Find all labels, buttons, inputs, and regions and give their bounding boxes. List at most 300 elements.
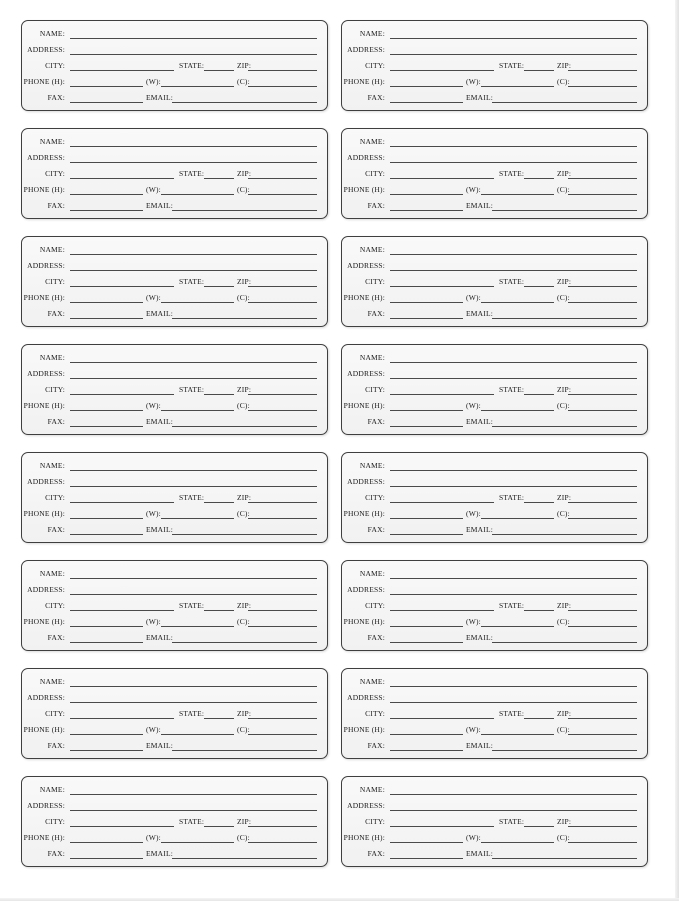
name-line[interactable]	[70, 578, 317, 579]
zip-line[interactable]	[248, 826, 317, 827]
state-line[interactable]	[204, 502, 234, 503]
address-row	[22, 583, 327, 597]
fax-row	[22, 739, 327, 753]
city-line[interactable]	[390, 178, 494, 179]
fax-line[interactable]	[70, 858, 143, 859]
phone-row	[342, 831, 647, 845]
phone-cell-line[interactable]	[248, 734, 317, 735]
email-line[interactable]	[492, 426, 637, 427]
zip-label: ZIP:	[557, 709, 572, 718]
name-row	[342, 27, 647, 41]
fax-line[interactable]	[70, 210, 143, 211]
phone-work-label: (W):	[146, 617, 161, 626]
phone-home-label: PHONE (H):	[343, 617, 385, 626]
city-line[interactable]	[390, 826, 494, 827]
phone-cell-label: (C):	[237, 185, 250, 194]
phone-cell-line[interactable]	[248, 410, 317, 411]
name-row	[22, 567, 327, 581]
fax-row	[22, 523, 327, 537]
address-label: ADDRESS:	[27, 369, 65, 378]
state-line[interactable]	[524, 394, 554, 395]
phone-cell-label: (C):	[557, 401, 570, 410]
city-label: CITY:	[365, 61, 385, 70]
phone-home-line[interactable]	[390, 194, 463, 195]
fax-row	[342, 415, 647, 429]
phone-row	[22, 507, 327, 521]
name-row	[22, 27, 327, 41]
phone-cell-line[interactable]	[248, 194, 317, 195]
email-line[interactable]	[492, 750, 637, 751]
phone-row	[342, 723, 647, 737]
zip-line[interactable]	[248, 178, 317, 179]
email-line[interactable]	[492, 534, 637, 535]
phone-work-line[interactable]	[161, 734, 234, 735]
state-line[interactable]	[204, 394, 234, 395]
state-label: STATE:	[179, 709, 205, 718]
fax-line[interactable]	[70, 318, 143, 319]
phone-row	[22, 723, 327, 737]
phone-work-line[interactable]	[481, 734, 554, 735]
phone-home-label: PHONE (H):	[343, 725, 385, 734]
address-card-2	[341, 20, 648, 111]
name-line[interactable]	[70, 38, 317, 39]
name-row	[22, 351, 327, 365]
fax-line[interactable]	[390, 642, 463, 643]
city-line[interactable]	[390, 70, 494, 71]
address-label: ADDRESS:	[347, 369, 385, 378]
fax-line[interactable]	[70, 642, 143, 643]
phone-work-line[interactable]	[161, 626, 234, 627]
zip-line[interactable]	[248, 502, 317, 503]
email-label: EMAIL:	[146, 309, 174, 318]
address-line[interactable]	[390, 810, 637, 811]
address-line[interactable]	[70, 54, 317, 55]
state-label: STATE:	[499, 817, 525, 826]
phone-home-label: PHONE (H):	[23, 401, 65, 410]
address-line[interactable]	[70, 162, 317, 163]
phone-work-label: (W):	[146, 509, 161, 518]
phone-cell-line[interactable]	[248, 842, 317, 843]
address-line[interactable]	[390, 486, 637, 487]
phone-home-line[interactable]	[70, 86, 143, 87]
fax-row	[342, 91, 647, 105]
phone-home-line[interactable]	[390, 518, 463, 519]
name-label: NAME:	[39, 785, 65, 794]
name-row	[342, 675, 647, 689]
name-label: NAME:	[359, 137, 385, 146]
email-label: EMAIL:	[466, 309, 494, 318]
email-label: EMAIL:	[466, 633, 494, 642]
phone-cell-label: (C):	[237, 617, 250, 626]
email-line[interactable]	[172, 102, 317, 103]
city-label: CITY:	[365, 709, 385, 718]
phone-home-label: PHONE (H):	[23, 833, 65, 842]
address-row	[22, 799, 327, 813]
zip-line[interactable]	[568, 502, 637, 503]
phone-home-line[interactable]	[70, 842, 143, 843]
address-row	[342, 151, 647, 165]
phone-cell-line[interactable]	[568, 410, 637, 411]
address-label: ADDRESS:	[27, 45, 65, 54]
phone-cell-line[interactable]	[568, 194, 637, 195]
email-line[interactable]	[172, 858, 317, 859]
phone-home-label: PHONE (H):	[23, 185, 65, 194]
address-card-6	[341, 236, 648, 327]
zip-line[interactable]	[568, 826, 637, 827]
address-row	[342, 691, 647, 705]
address-line[interactable]	[70, 702, 317, 703]
phone-work-line[interactable]	[481, 626, 554, 627]
name-line[interactable]	[390, 794, 637, 795]
email-label: EMAIL:	[146, 849, 174, 858]
fax-line[interactable]	[390, 210, 463, 211]
phone-home-line[interactable]	[390, 302, 463, 303]
fax-row	[22, 847, 327, 861]
city-label: CITY:	[45, 169, 65, 178]
phone-row	[342, 399, 647, 413]
email-line[interactable]	[172, 750, 317, 751]
phone-work-line[interactable]	[161, 842, 234, 843]
email-label: EMAIL:	[466, 741, 494, 750]
fax-line[interactable]	[390, 102, 463, 103]
state-line[interactable]	[204, 718, 234, 719]
email-line[interactable]	[492, 210, 637, 211]
phone-work-line[interactable]	[481, 518, 554, 519]
email-line[interactable]	[492, 642, 637, 643]
phone-cell-label: (C):	[237, 833, 250, 842]
fax-line[interactable]	[390, 426, 463, 427]
fax-line[interactable]	[70, 102, 143, 103]
state-line[interactable]	[204, 286, 234, 287]
email-line[interactable]	[492, 318, 637, 319]
city-row	[22, 599, 327, 613]
fax-line[interactable]	[390, 750, 463, 751]
phone-row	[22, 615, 327, 629]
phone-work-label: (W):	[146, 725, 161, 734]
email-line[interactable]	[172, 318, 317, 319]
phone-work-line[interactable]	[161, 410, 234, 411]
fax-label: FAX:	[47, 741, 65, 750]
address-label: ADDRESS:	[27, 585, 65, 594]
state-label: STATE:	[179, 61, 205, 70]
zip-line[interactable]	[568, 70, 637, 71]
phone-home-label: PHONE (H):	[23, 509, 65, 518]
address-card-5	[21, 236, 328, 327]
fax-label: FAX:	[367, 633, 385, 642]
city-line[interactable]	[70, 718, 174, 719]
phone-work-line[interactable]	[481, 194, 554, 195]
phone-work-label: (W):	[146, 185, 161, 194]
city-line[interactable]	[390, 502, 494, 503]
name-label: NAME:	[39, 245, 65, 254]
name-row	[22, 675, 327, 689]
zip-line[interactable]	[568, 286, 637, 287]
city-label: CITY:	[365, 817, 385, 826]
state-line[interactable]	[524, 610, 554, 611]
zip-line[interactable]	[568, 718, 637, 719]
zip-line[interactable]	[248, 394, 317, 395]
fax-label: FAX:	[47, 201, 65, 210]
address-line[interactable]	[390, 54, 637, 55]
zip-line[interactable]	[568, 610, 637, 611]
zip-label: ZIP:	[557, 61, 572, 70]
fax-line[interactable]	[390, 318, 463, 319]
phone-row	[342, 183, 647, 197]
address-label: ADDRESS:	[27, 693, 65, 702]
name-line[interactable]	[390, 362, 637, 363]
fax-label: FAX:	[367, 849, 385, 858]
phone-work-line[interactable]	[161, 302, 234, 303]
state-line[interactable]	[524, 178, 554, 179]
fax-row	[22, 415, 327, 429]
fax-label: FAX:	[367, 417, 385, 426]
name-line[interactable]	[70, 794, 317, 795]
phone-work-line[interactable]	[481, 842, 554, 843]
fax-label: FAX:	[367, 741, 385, 750]
state-label: STATE:	[499, 493, 525, 502]
email-label: EMAIL:	[146, 525, 174, 534]
phone-home-line[interactable]	[70, 734, 143, 735]
name-line[interactable]	[390, 686, 637, 687]
city-line[interactable]	[70, 70, 174, 71]
address-line[interactable]	[70, 378, 317, 379]
fax-line[interactable]	[70, 534, 143, 535]
phone-cell-label: (C):	[237, 401, 250, 410]
zip-label: ZIP:	[237, 817, 252, 826]
fax-line[interactable]	[390, 534, 463, 535]
phone-cell-label: (C):	[557, 185, 570, 194]
fax-line[interactable]	[70, 750, 143, 751]
phone-cell-line[interactable]	[248, 626, 317, 627]
address-card-14	[341, 668, 648, 759]
city-row	[342, 59, 647, 73]
phone-cell-line[interactable]	[568, 302, 637, 303]
city-row	[342, 167, 647, 181]
state-label: STATE:	[499, 601, 525, 610]
name-row	[22, 243, 327, 257]
state-label: STATE:	[179, 601, 205, 610]
address-card-16	[341, 776, 648, 867]
name-line[interactable]	[70, 254, 317, 255]
state-label: STATE:	[499, 385, 525, 394]
name-label: NAME:	[359, 461, 385, 470]
address-line[interactable]	[390, 162, 637, 163]
state-line[interactable]	[524, 502, 554, 503]
zip-line[interactable]	[568, 178, 637, 179]
address-line[interactable]	[390, 378, 637, 379]
state-line[interactable]	[524, 70, 554, 71]
zip-line[interactable]	[248, 718, 317, 719]
fax-label: FAX:	[47, 309, 65, 318]
phone-home-line[interactable]	[390, 842, 463, 843]
fax-row	[22, 91, 327, 105]
address-line[interactable]	[390, 270, 637, 271]
address-label: ADDRESS:	[27, 261, 65, 270]
phone-home-line[interactable]	[390, 734, 463, 735]
phone-cell-label: (C):	[557, 725, 570, 734]
address-line[interactable]	[70, 594, 317, 595]
phone-home-line[interactable]	[70, 302, 143, 303]
address-row	[342, 799, 647, 813]
city-label: CITY:	[45, 709, 65, 718]
state-line[interactable]	[524, 718, 554, 719]
phone-work-line[interactable]	[481, 410, 554, 411]
phone-row	[342, 75, 647, 89]
address-line[interactable]	[70, 270, 317, 271]
name-line[interactable]	[70, 362, 317, 363]
zip-line[interactable]	[248, 610, 317, 611]
city-row	[342, 383, 647, 397]
city-line[interactable]	[390, 394, 494, 395]
city-line[interactable]	[390, 610, 494, 611]
email-line[interactable]	[492, 102, 637, 103]
state-line[interactable]	[204, 70, 234, 71]
name-line[interactable]	[390, 38, 637, 39]
phone-work-line[interactable]	[161, 194, 234, 195]
name-line[interactable]	[390, 146, 637, 147]
address-row	[22, 259, 327, 273]
phone-work-line[interactable]	[481, 86, 554, 87]
phone-cell-line[interactable]	[568, 518, 637, 519]
city-line[interactable]	[390, 286, 494, 287]
phone-cell-label: (C):	[237, 509, 250, 518]
city-row	[22, 383, 327, 397]
phone-home-line[interactable]	[70, 410, 143, 411]
phone-home-label: PHONE (H):	[23, 725, 65, 734]
phone-cell-line[interactable]	[248, 518, 317, 519]
phone-home-label: PHONE (H):	[23, 617, 65, 626]
email-label: EMAIL:	[146, 741, 174, 750]
address-line[interactable]	[70, 810, 317, 811]
phone-cell-line[interactable]	[568, 842, 637, 843]
zip-line[interactable]	[248, 286, 317, 287]
email-label: EMAIL:	[466, 417, 494, 426]
page-edge-right	[675, 0, 679, 901]
address-row	[342, 475, 647, 489]
email-line[interactable]	[172, 642, 317, 643]
phone-home-line[interactable]	[390, 410, 463, 411]
fax-label: FAX:	[367, 309, 385, 318]
phone-home-label: PHONE (H):	[343, 833, 385, 842]
state-line[interactable]	[524, 286, 554, 287]
city-line[interactable]	[70, 826, 174, 827]
phone-row	[342, 615, 647, 629]
phone-cell-line[interactable]	[568, 626, 637, 627]
name-label: NAME:	[39, 29, 65, 38]
zip-label: ZIP:	[557, 601, 572, 610]
name-label: NAME:	[359, 569, 385, 578]
address-row	[342, 583, 647, 597]
phone-home-line[interactable]	[70, 194, 143, 195]
email-line[interactable]	[172, 210, 317, 211]
phone-work-label: (W):	[466, 509, 481, 518]
fax-line[interactable]	[70, 426, 143, 427]
phone-work-label: (W):	[466, 617, 481, 626]
state-line[interactable]	[204, 826, 234, 827]
address-card-11	[21, 560, 328, 651]
address-line[interactable]	[390, 594, 637, 595]
phone-cell-line[interactable]	[248, 86, 317, 87]
state-line[interactable]	[204, 178, 234, 179]
email-line[interactable]	[492, 858, 637, 859]
phone-cell-line[interactable]	[568, 86, 637, 87]
email-label: EMAIL:	[466, 93, 494, 102]
city-line[interactable]	[70, 502, 174, 503]
zip-line[interactable]	[568, 394, 637, 395]
city-line[interactable]	[70, 286, 174, 287]
address-label: ADDRESS:	[27, 153, 65, 162]
zip-line[interactable]	[248, 70, 317, 71]
address-row	[342, 367, 647, 381]
city-row	[342, 275, 647, 289]
fax-line[interactable]	[390, 858, 463, 859]
city-label: CITY:	[45, 277, 65, 286]
phone-home-line[interactable]	[70, 626, 143, 627]
fax-row	[342, 847, 647, 861]
name-row	[342, 783, 647, 797]
name-line[interactable]	[70, 686, 317, 687]
fax-row	[22, 199, 327, 213]
phone-home-line[interactable]	[390, 86, 463, 87]
state-line[interactable]	[204, 610, 234, 611]
city-row	[22, 491, 327, 505]
phone-home-line[interactable]	[70, 518, 143, 519]
city-line[interactable]	[70, 178, 174, 179]
name-line[interactable]	[70, 146, 317, 147]
address-label: ADDRESS:	[347, 261, 385, 270]
phone-home-label: PHONE (H):	[343, 185, 385, 194]
name-label: NAME:	[39, 353, 65, 362]
address-card-12	[341, 560, 648, 651]
name-label: NAME:	[39, 137, 65, 146]
address-label: ADDRESS:	[347, 585, 385, 594]
phone-cell-label: (C):	[237, 77, 250, 86]
address-line[interactable]	[70, 486, 317, 487]
zip-label: ZIP:	[237, 277, 252, 286]
state-line[interactable]	[524, 826, 554, 827]
name-line[interactable]	[70, 470, 317, 471]
name-line[interactable]	[390, 470, 637, 471]
phone-cell-label: (C):	[557, 77, 570, 86]
city-line[interactable]	[70, 394, 174, 395]
phone-home-line[interactable]	[390, 626, 463, 627]
phone-cell-label: (C):	[557, 617, 570, 626]
phone-work-label: (W):	[146, 401, 161, 410]
phone-work-line[interactable]	[481, 302, 554, 303]
city-label: CITY:	[365, 277, 385, 286]
city-line[interactable]	[390, 718, 494, 719]
phone-cell-line[interactable]	[248, 302, 317, 303]
fax-label: FAX:	[47, 525, 65, 534]
name-line[interactable]	[390, 578, 637, 579]
email-line[interactable]	[172, 534, 317, 535]
phone-work-line[interactable]	[161, 86, 234, 87]
city-row	[342, 599, 647, 613]
city-row	[22, 167, 327, 181]
state-label: STATE:	[179, 385, 205, 394]
address-line[interactable]	[390, 702, 637, 703]
email-line[interactable]	[172, 426, 317, 427]
phone-cell-line[interactable]	[568, 734, 637, 735]
city-line[interactable]	[70, 610, 174, 611]
phone-work-line[interactable]	[161, 518, 234, 519]
address-card-7	[21, 344, 328, 435]
city-row	[342, 491, 647, 505]
name-line[interactable]	[390, 254, 637, 255]
fax-row	[342, 523, 647, 537]
city-row	[22, 707, 327, 721]
email-label: EMAIL:	[466, 201, 494, 210]
